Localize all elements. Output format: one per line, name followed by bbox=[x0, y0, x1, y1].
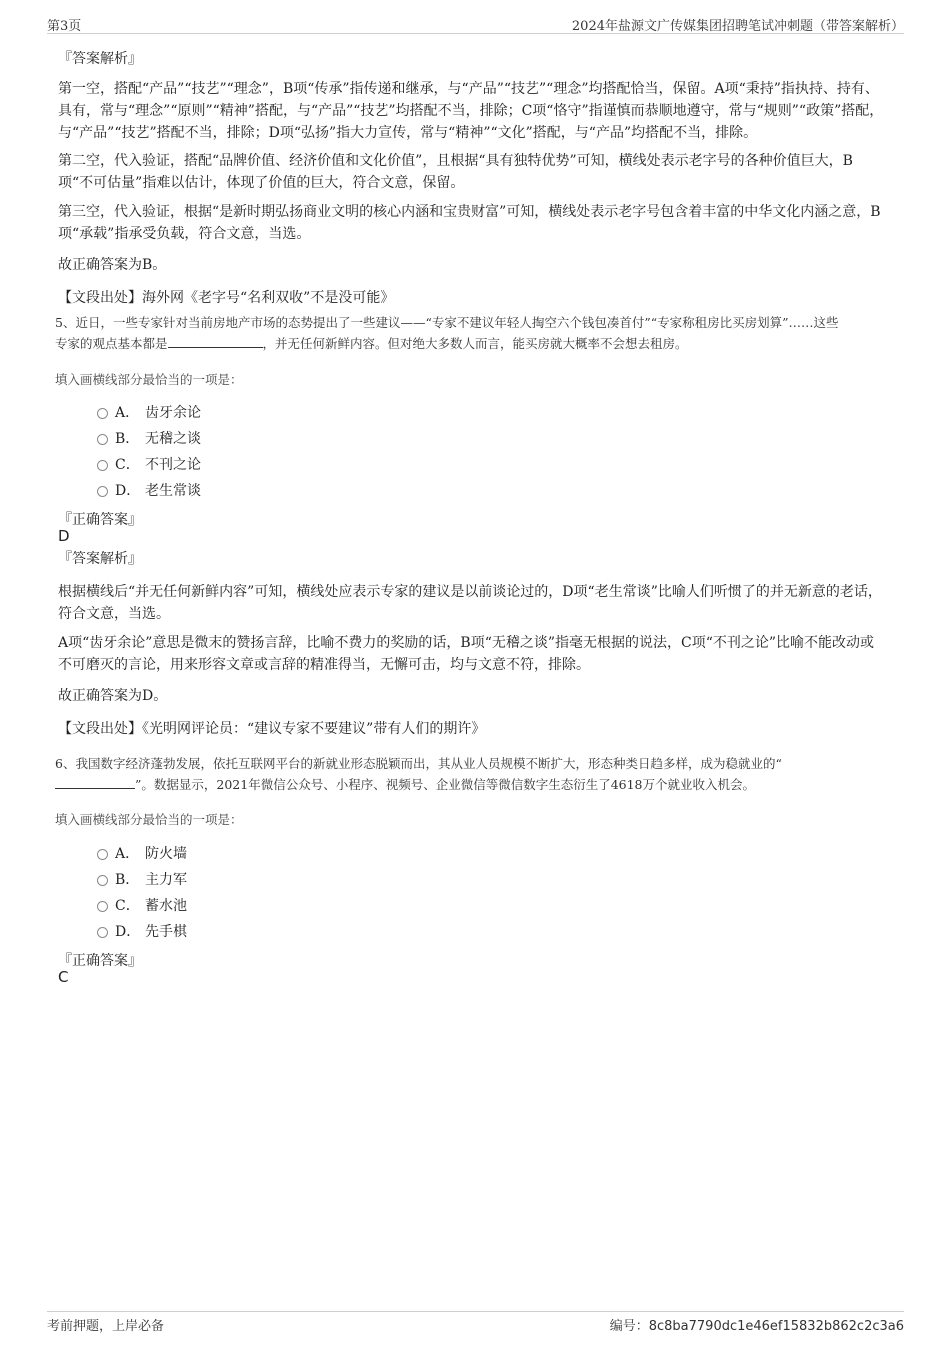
analysis-heading: 『答案解析』 bbox=[58, 51, 142, 67]
analysis-heading: 『答案解析』 bbox=[58, 551, 142, 567]
analysis-paragraph: 第三空，代入验证，根据“是新时期弘扬商业文明的核心内涵和宝贵财富”可知，横线处表示老字号包含着丰富的中华文化内涵之意，B项“承载”指承受负载，符合文意，当选。 bbox=[58, 204, 881, 242]
option-letter: A． bbox=[115, 846, 140, 862]
page-header bbox=[47, 15, 904, 34]
question-text-line bbox=[55, 333, 895, 354]
radio-button[interactable] bbox=[97, 434, 108, 445]
page-number: 第3页 bbox=[47, 19, 82, 34]
serial-number bbox=[610, 1315, 904, 1334]
option-letter: B． bbox=[115, 872, 140, 888]
source-text: 《光明网评论员：“建议专家不要建议”带有人们的期许》 bbox=[142, 721, 486, 737]
correct-answer-heading: 『正确答案』 bbox=[58, 512, 142, 528]
source-citation bbox=[58, 718, 888, 740]
question-text-line bbox=[55, 774, 895, 795]
option-text: 老生常谈 bbox=[145, 483, 201, 499]
correct-answer: C bbox=[58, 968, 69, 986]
analysis-paragraph: 根据横线后“并无任何新鲜内容”可知，横线处应表示专家的建议是以前谈论过的，D项“老生常谈”比喻人们听惯了的并无新意的老话，符合文意，当选。 bbox=[58, 584, 882, 622]
option-text: 不刊之论 bbox=[145, 457, 201, 473]
option-letter: B． bbox=[115, 431, 140, 447]
source-text: 海外网《老字号“名利双收”不是没可能》 bbox=[142, 290, 395, 306]
page-footer bbox=[47, 1311, 904, 1334]
question-text: 5、近日，一些专家针对当前房地产市场的态势提出了一些建议——“专家不建议年轻人掏空六个钱包凑首付”“专家称租房比买房划算”……这些 bbox=[55, 315, 839, 330]
document-title: 2024年盐源文广传媒集团招聘笔试冲刺题（带答案解析） bbox=[571, 19, 904, 34]
serial-value: 8c8ba7790dc1e46ef15832b862c2c3a6 bbox=[648, 1319, 904, 1334]
answer-conclusion: 故正确答案为D。 bbox=[58, 688, 168, 704]
analysis-paragraph: A项“齿牙余论”意思是微末的赞扬言辞，比喻不费力的奖励的话，B项“无稽之谈”指毫无根据的说法，C项“不刊之论”比喻不能改动或不可磨灭的言论，用来形容文章或言辞的精准得当，无懈可击，均与文意不符，排除。 bbox=[58, 635, 875, 673]
option-text: 先手棋 bbox=[145, 924, 187, 940]
question-stem bbox=[55, 753, 895, 795]
correct-answer-heading: 『正确答案』 bbox=[58, 953, 142, 969]
analysis-paragraph: 第二空，代入验证，搭配“品牌价值、经济价值和文化价值”，且根据“具有独特优势”可知，横线处表示老字号的各种价值巨大，B项“不可估量”指难以估计，体现了价值的巨大，符合文意，保留。 bbox=[58, 153, 853, 191]
radio-button[interactable] bbox=[97, 486, 108, 497]
analysis-paragraph: 第一空，搭配“产品”“技艺”“理念”，B项“传承”指传递和继承，与“产品”“技艺”“理念”均搭配恰当，保留。A项“秉持”指执持、持有、具有，常与“理念”“原则”“精神”搭配，与“产品”“技艺”均搭配不当，排除；C项“恪守”指谨慎而恭顺地遵守，常与“规则”“政策”搭配，与“产品”“技艺”搭配不当，排除；D项“弘扬”指大力宣传，常与“精神”“文化”搭配，与“产品”均搭配不当，排除。 bbox=[58, 81, 884, 141]
radio-button[interactable] bbox=[97, 849, 108, 860]
radio-button[interactable] bbox=[97, 927, 108, 938]
source-citation bbox=[58, 287, 888, 309]
option-letter: A． bbox=[115, 405, 140, 421]
radio-button[interactable] bbox=[97, 901, 108, 912]
correct-answer: D bbox=[58, 527, 70, 545]
option-text: 无稽之谈 bbox=[145, 431, 201, 447]
question-text: 专家的观点基本都是 bbox=[55, 336, 168, 351]
question-text: ”。数据显示，2021年微信公众号、小程序、视频号、企业微信等微信数字生态衍生了4618万个就业收入机会。 bbox=[135, 777, 756, 792]
question-stem bbox=[55, 312, 895, 354]
radio-button[interactable] bbox=[97, 408, 108, 419]
option-letter: C． bbox=[115, 457, 140, 473]
option-letter: D． bbox=[115, 924, 141, 940]
source-tag: 【文段出处】 bbox=[58, 721, 142, 737]
radio-button[interactable] bbox=[97, 875, 108, 886]
option-text: 蓄水池 bbox=[145, 898, 187, 914]
serial-label: 编号： bbox=[609, 1319, 649, 1334]
option-text: 主力军 bbox=[145, 872, 187, 888]
answer-conclusion: 故正确答案为B。 bbox=[58, 257, 167, 273]
fill-blank bbox=[168, 333, 263, 348]
source-tag: 【文段出处】 bbox=[58, 290, 142, 306]
question-prompt: 填入画横线部分最恰当的一项是： bbox=[55, 812, 243, 827]
option-text: 齿牙余论 bbox=[145, 405, 201, 421]
question-text: ，并无任何新鲜内容。但对绝大多数人而言，能买房就大概率不会想去租房。 bbox=[262, 336, 688, 351]
option-text: 防火墙 bbox=[145, 846, 187, 862]
radio-button[interactable] bbox=[97, 460, 108, 471]
fill-blank bbox=[55, 774, 135, 789]
question-prompt: 填入画横线部分最恰当的一项是： bbox=[55, 372, 243, 387]
option-letter: D． bbox=[115, 483, 141, 499]
option-letter: C． bbox=[115, 898, 140, 914]
question-text: 6、我国数字经济蓬勃发展，依托互联网平台的新就业形态脱颖而出，其从业人员规模不断扩大，形态种类日趋多样，成为稳就业的“ bbox=[55, 756, 782, 771]
footer-slogan: 考前押题，上岸必备 bbox=[47, 1319, 165, 1334]
